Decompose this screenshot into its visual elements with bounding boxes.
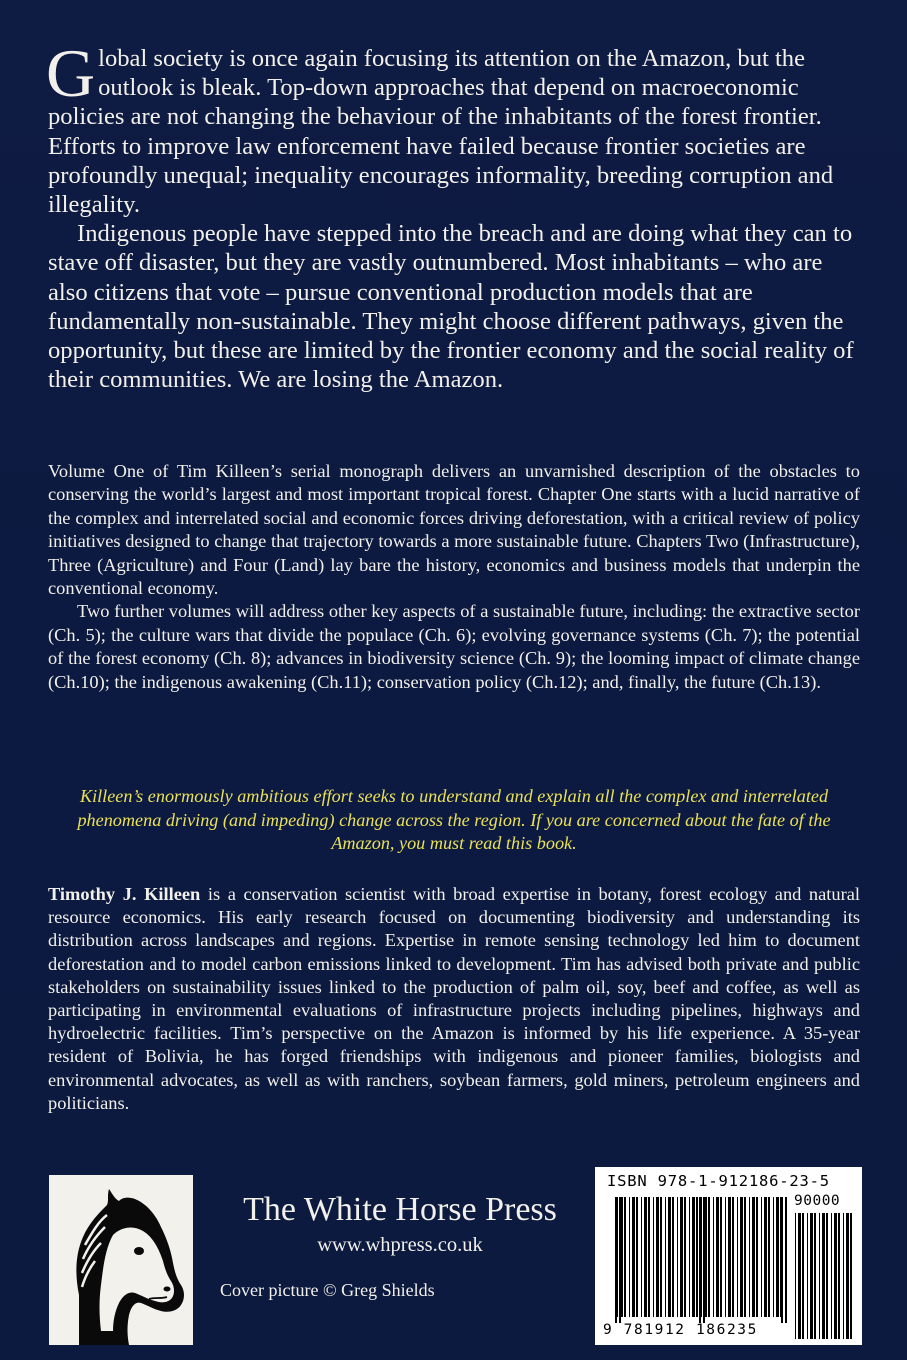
barcode-bar	[636, 1197, 638, 1317]
barcode-bar	[708, 1197, 710, 1317]
barcode-bar	[752, 1197, 755, 1317]
review-quote: Killeen’s enormously ambitious effort seeks to understand and explain all the complex and interrelated phenomena driving (and impeding) change across the region. If you are concerned about the fate of the Amazon, you must read this book.	[77, 786, 831, 854]
barcode-bar	[728, 1197, 731, 1317]
barcode-bar	[677, 1197, 678, 1317]
barcode-bar	[795, 1213, 796, 1339]
book-description	[48, 460, 860, 694]
ean-digits: 9 781912 186235	[603, 1322, 758, 1338]
barcode-bar	[749, 1197, 750, 1317]
isbn-number: ISBN 978-1-912186-23-5	[607, 1172, 830, 1190]
barcode-bar	[826, 1213, 828, 1339]
publisher-logo	[49, 1175, 193, 1345]
barcode-bar	[773, 1197, 774, 1317]
barcode-bar	[776, 1197, 779, 1317]
barcode-bar	[740, 1197, 743, 1317]
barcode-bar	[696, 1197, 698, 1317]
barcode-bar	[701, 1197, 702, 1317]
barcode-bar	[761, 1197, 762, 1317]
publisher-website[interactable]: www.whpress.co.uk	[317, 1234, 483, 1256]
barcode-bar	[617, 1197, 618, 1317]
barcode-bar	[716, 1197, 719, 1317]
barcode-bar	[692, 1197, 695, 1317]
barcode-bar	[798, 1213, 801, 1339]
barcode-bar	[744, 1197, 746, 1317]
author-bio-text: is a conservation scientist with broad expertise in botany, forest ecology and natural resource economics. His early research focused on documenting biodiversity and understanding its distribution across landscapes and regions. Expertise in remote sensing technology led him to document deforestation and to model carbon emissions linked to development. Tim has advised both private and public stakeholders on sustainability issues linked to the production of palm oil, soy, beef and coffee, as well as participating in environmental evaluations of infrastructure projects including pipelines, highways and hydroelectric facilities. Tim’s perspective on the Amazon is informed by his life experience. A 35-year resident of Bolivia, he has forged friendships with indigenous and pioneer families, biologists and environmental advocates, as well as with ranchers, soybean farmers, gold miners, petroleum engineers and politicians.	[48, 884, 860, 1113]
barcode-guard-bar	[781, 1197, 783, 1323]
barcode-bar	[632, 1197, 635, 1317]
barcode-guard-bar	[785, 1197, 787, 1323]
barcode-bar	[720, 1197, 722, 1317]
publisher-name: The White Horse Press	[243, 1191, 557, 1228]
barcode-bar	[653, 1197, 654, 1317]
barcode-bar	[838, 1213, 840, 1339]
barcode-bar	[834, 1213, 837, 1339]
barcode-bar	[648, 1197, 650, 1317]
barcode-bar	[737, 1197, 738, 1317]
barcode-bar	[764, 1197, 767, 1317]
barcode-bar	[689, 1197, 690, 1317]
barcode-bar	[644, 1197, 647, 1317]
description-paragraph-2: Two further volumes will address other key aspects of a sustainable future, including: the extractive sector (Ch. 5); the culture wars that divide the populace (Ch. 6); evolving governance systems (Ch. 7); the potential of the forest economy (Ch. 8); advances in biodiversity science (Ch. 9); the looming impact of climate change (Ch.10); the indigenous awakening (Ch.11); conservation policy (Ch.12); and, finally, the future (Ch.13).	[48, 601, 860, 692]
cover-credit: Cover picture © Greg Shields	[220, 1280, 435, 1300]
price-code: 90000	[794, 1193, 841, 1209]
barcode-bar	[641, 1197, 642, 1317]
author-name: Timothy J. Killeen	[48, 884, 201, 904]
blurb-paragraph-1-text: lobal society is once again focusing its attention on the Amazon, but the outlook is bleak. Top-down approaches that depend on macroeconomic policies are not changing the behaviour of the inhabitants of the forest frontier. Efforts to improve law enforcement have failed because frontier societies are profoundly unequal; inequality encourages informality, breeding corruption and illegality.	[48, 45, 834, 219]
barcode-guard-bar	[615, 1197, 617, 1323]
barcode-bar	[846, 1213, 849, 1339]
barcode-bar	[672, 1197, 674, 1317]
blurb-paragraph-2: Indigenous people have stepped into the breach and are doing what they can to stave off disaster, but they are vastly outnumbered. Most inhabitants – who are also citizens that vote – pursue conventional production models that are fundamentally non-sustainable. They might choose different pathways, given the opportunity, but these are limited by the frontier economy and the social reality of their communities. We are losing the Amazon.	[48, 220, 854, 394]
barcode-bar	[756, 1197, 758, 1317]
blurb-paragraph-1	[46, 35, 868, 219]
barcode-bar	[768, 1197, 770, 1317]
isbn-barcode	[595, 1167, 862, 1345]
barcode-bar	[814, 1213, 816, 1339]
barcode-guard-bar	[703, 1197, 705, 1323]
barcode-bar	[684, 1197, 686, 1317]
barcode-bar	[656, 1197, 659, 1317]
barcode-bar	[822, 1213, 825, 1339]
barcode-bar	[665, 1197, 666, 1317]
barcode-bar	[810, 1213, 813, 1339]
barcode-bar	[807, 1213, 808, 1339]
barcode-bar	[843, 1213, 844, 1339]
author-bio	[48, 883, 860, 1115]
barcode-bar	[802, 1213, 804, 1339]
barcode-guard-bar	[619, 1197, 621, 1323]
barcode-bar	[660, 1197, 662, 1317]
barcode-bar	[732, 1197, 734, 1317]
description-paragraph-1: Volume One of Tim Killeen’s serial monograph delivers an unvarnished description of the obstacles to conserving the world’s largest and most important tropical forest. Chapter One starts with a lucid narrative of the complex and interrelated social and economic forces driving deforestation, with a critical review of policy initiatives designed to change that trajectory towards a more sustainable future. Chapters Two (Infrastructure), Three (Agriculture) and Four (Land) lay bare the history, economics and business models that underpin the conventional economy.	[48, 461, 860, 599]
barcode-bar	[850, 1213, 852, 1339]
barcode-bar	[624, 1197, 626, 1317]
white-horse-head-icon	[49, 1175, 193, 1345]
barcode-bar	[680, 1197, 683, 1317]
barcode-bar	[629, 1197, 630, 1317]
barcode-bar	[819, 1213, 820, 1339]
drop-cap: G	[46, 35, 96, 111]
barcode-bar	[668, 1197, 671, 1317]
barcode-bar	[831, 1213, 832, 1339]
barcode-bar	[713, 1197, 714, 1317]
blurb	[46, 35, 868, 394]
barcode-bar	[725, 1197, 726, 1317]
barcode-guard-bar	[699, 1197, 701, 1323]
